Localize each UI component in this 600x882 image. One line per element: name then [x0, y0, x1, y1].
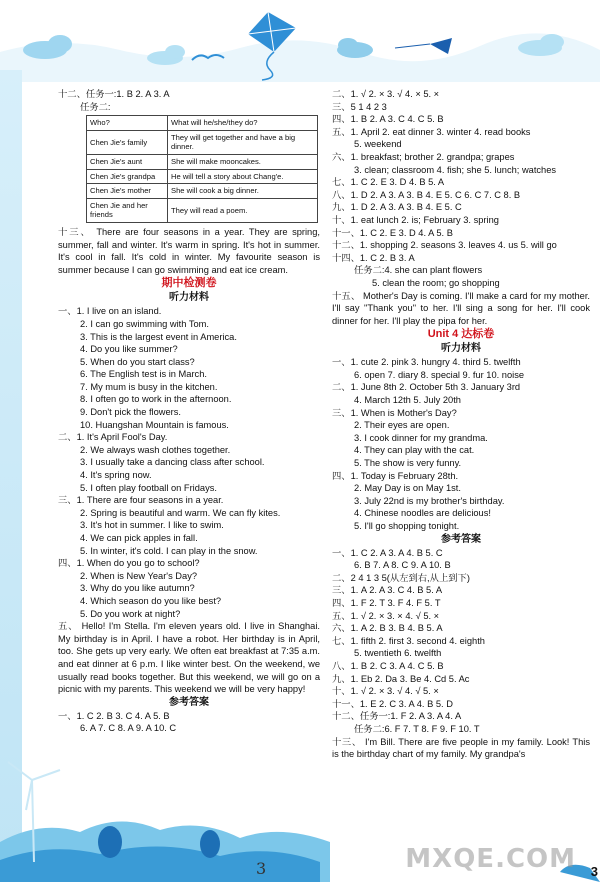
list-item: 2. Spring is beautiful and warm. We can fly kites. [80, 507, 281, 518]
subsection-title: 听力材料 [441, 343, 481, 355]
table-cell: She will cook a big dinner. [168, 184, 318, 199]
table-row [87, 154, 318, 169]
table-row [87, 130, 318, 154]
list-item: 2. We always wash clothes together. [80, 444, 231, 455]
list-item: 四、1. When do you go to school? [58, 558, 200, 569]
table-header-row [87, 116, 318, 131]
table-row [87, 169, 318, 184]
table-cell: He will tell a story about Chang'e. [168, 169, 318, 184]
answer-line: 十、1. eat lunch 2. is; February 3. spring [332, 214, 499, 225]
table-cell: They will get together and have a big dinner. [168, 130, 318, 154]
answer-line: 任务二:6. F 7. T 8. F 9. F 10. T [354, 723, 480, 734]
answer-line: 6. A 7. C 8. A 9. A 10. C [80, 723, 177, 734]
list-item: 5. I often play football on Fridays. [80, 482, 217, 493]
table-header-cell: Who? [87, 116, 168, 131]
answer-line: 六、1. A 2. B 3. B 4. B 5. A [332, 623, 443, 634]
list-item: 二、1. It's April Fool's Day. [58, 432, 168, 443]
table-cell: They will read a poem. [168, 198, 318, 222]
answer-line: 八、1. D 2. A 3. A 3. B 4. E 5. C 6. C 7. C 8. B [332, 189, 521, 200]
list-item: 4. They can play with the cat. [354, 445, 475, 456]
answer-line: 5. twentieth 6. twelfth [354, 648, 442, 659]
task-label: 任务二: [80, 101, 111, 112]
answer-line: 七、1. fifth 2. first 3. second 4. eighth [332, 635, 485, 646]
answer-line: 一、1. C 2. A 3. A 4. B 5. C [332, 547, 443, 558]
section-title: Unit 4 达标卷 [427, 328, 495, 341]
paragraph-text: There are four seasons in a year. They are spring, summer, fall and winter. It's warm in spring. It's hot in summer. It's cool in fall. It's cold in winter. My favourite season is summer because I can go swimming and eat ice cream. [58, 226, 320, 275]
section-title: 期中检测卷 [161, 277, 217, 290]
answer-line: 十二、1. shopping 2. seasons 3. leaves 4. us 5. will go [332, 240, 557, 251]
list-item: 5. When do you start class? [80, 356, 195, 367]
subsection-title: 参考答案 [441, 533, 481, 545]
answer-line: 九、1. D 2. A 3. A 3. B 4. E 5. C [332, 202, 462, 213]
question-label: 十三、 [58, 226, 92, 237]
list-item: 4. Do you like summer? [80, 344, 178, 355]
table-header-cell: What will he/she/they do? [168, 116, 318, 131]
answer-line: 四、1. F 2. T 3. F 4. F 5. T [332, 597, 441, 608]
question-label: 五、 [58, 621, 79, 632]
list-item: 二、1. June 8th 2. October 5th 3. January 3rd [332, 382, 521, 393]
header-decoration [0, 0, 600, 82]
list-item: 三、1. When is Mother's Day? [332, 407, 457, 418]
subsection-title: 听力材料 [169, 292, 209, 304]
answer-line: 十一、1. E 2. C 3. A 4. B 5. D [332, 698, 453, 709]
subsection-title: 参考答案 [169, 696, 209, 708]
answer-line: 6. B 7. A 8. C 9. A 10. B [354, 560, 451, 571]
question-label: 十五、 [332, 290, 361, 301]
list-item: 4. Which season do you like best? [80, 595, 222, 606]
list-item: 一、1. I live on an island. [58, 306, 162, 317]
question-label: 十三、 [332, 736, 362, 747]
list-item: 7. My mum is busy in the kitchen. [80, 381, 218, 392]
answer-line: 五、1. √ 2. × 3. × 4. √ 5. × [332, 610, 440, 621]
list-item: 5. Do you work at night? [80, 608, 181, 619]
page-number: 3 [590, 864, 598, 879]
paragraph-text: Hello! I'm Stella. I'm eleven years old. I live in Shanghai. My birthday is in April. I have a robot. Her birthday is in April, too. She gets up very early. We often eat breakfast at 7:35 a.m. and eat dinner at 6 p.m. I like winter best. On the weekend, we usually read books together. But this weekend, we will go on a picnic with my parents. This weekend we will be very happy! [58, 621, 320, 695]
list-item: 2. When is New Year's Day? [80, 570, 198, 581]
watermark: MXQE.COM [405, 844, 576, 874]
list-item: 一、1. cute 2. pink 3. hungry 4. third 5. twelfth [332, 357, 521, 368]
task-table [86, 115, 318, 223]
list-item: 4. Chinese noodles are delicious! [354, 508, 491, 519]
list-item: 三、1. There are four seasons in a year. [58, 495, 224, 506]
table-cell: She will make mooncakes. [168, 154, 318, 169]
answer-line: 三、1. A 2. A 3. C 4. B 5. A [332, 585, 443, 596]
answer-line: 十二、任务一:1. B 2. A 3. A [58, 89, 170, 99]
table-cell: Chen Jie's grandpa [87, 169, 168, 184]
answer-line: 任务二:4. she can plant flowers [354, 265, 483, 276]
paragraph [332, 290, 590, 328]
list-item: 4. March 12th 5. July 20th [354, 395, 461, 406]
page-mark: 3 [256, 859, 267, 878]
list-item: 2. Their eyes are open. [354, 420, 450, 431]
list-item: 10. Huangshan Mountain is famous. [80, 419, 229, 430]
answer-line: 九、1. Eb 2. Da 3. Be 4. Cd 5. Ac [332, 673, 470, 684]
list-item: 四、1. Today is February 28th. [332, 470, 459, 481]
list-item: 3. It's hot in summer. I like to swim. [80, 520, 224, 531]
right-column [332, 88, 590, 761]
list-item: 3. Why do you like autumn? [80, 583, 195, 594]
answer-line: 十、1. √ 2. × 3. √ 4. √ 5. × [332, 686, 439, 697]
table-cell: Chen Jie and her friends [87, 198, 168, 222]
answer-line: 二、2 4 1 3 5(从左到右,从上到下) [332, 572, 470, 583]
answer-line: 3. clean; classroom 4. fish; she 5. lunch; watches [354, 164, 557, 175]
answer-line: 六、1. breakfast; brother 2. grandpa; grapes [332, 151, 515, 162]
paragraph [58, 226, 320, 276]
list-item: 9. Don't pick the flowers. [80, 407, 181, 418]
answer-line: 十四、1. C 2. B 3. A [332, 252, 415, 263]
answer-line: 5. weekend [354, 139, 402, 150]
list-item: 4. We can pick apples in fall. [80, 533, 198, 543]
left-column [58, 88, 320, 735]
list-item: 6. The English test is in March. [80, 369, 207, 380]
paragraph-text: Mother's Day is coming. I'll make a card for my mother. I'll say "Thank you" to her. I'll sing a song for her. I'll cook dinner for her. I'll play the pipa for her. [332, 290, 590, 326]
list-item: 3. This is the largest event in America. [80, 331, 237, 342]
answer-line: 十一、1. C 2. E 3. D 4. A 5. B [332, 227, 453, 238]
list-item: 4. It's spring now. [80, 470, 152, 481]
answer-line: 5. clean the room; go shopping [372, 277, 500, 288]
list-item: 6. open 7. diary 8. special 9. fur 10. noise [354, 369, 525, 380]
list-item: 5. In winter, it's cold. I can play in the snow. [80, 545, 258, 556]
table-row [87, 184, 318, 199]
answer-line: 三、5 1 4 2 3 [332, 101, 387, 112]
list-item: 3. July 22nd is my brother's birthday. [354, 495, 505, 506]
answer-line: 八、1. B 2. C 3. A 4. C 5. B [332, 660, 444, 671]
table-cell: Chen Jie's aunt [87, 154, 168, 169]
paragraph [58, 620, 320, 696]
paragraph [332, 736, 590, 761]
list-item: 2. May Day is on May 1st. [354, 483, 461, 494]
list-item: 5. The show is very funny. [354, 458, 462, 469]
list-item: 3. I cook dinner for my grandma. [354, 432, 488, 443]
answer-line: 二、1. √ 2. × 3. √ 4. × 5. × [332, 89, 440, 99]
list-item: 5. I'll go shopping tonight. [354, 521, 460, 531]
answer-line: 十二、任务一:1. F 2. A 3. A 4. A [332, 711, 462, 722]
answer-line: 五、1. April 2. eat dinner 3. winter 4. read books [332, 126, 531, 137]
paragraph-text: I'm Bill. There are five people in my family. Look! This is the birthday chart of my family. My grandpa's [332, 736, 590, 760]
table-cell: Chen Jie's family [87, 130, 168, 154]
list-item: 8. I often go to work in the afternoon. [80, 394, 232, 405]
answer-line: 一、1. C 2. B 3. C 4. A 5. B [58, 710, 170, 721]
answer-line: 七、1. C 2. E 3. D 4. B 5. A [332, 177, 445, 188]
answer-line: 四、1. B 2. A 3. C 4. C 5. B [332, 114, 444, 125]
list-item: 3. I usually take a dancing class after school. [80, 457, 265, 468]
table-cell: Chen Jie's mother [87, 184, 168, 199]
list-item: 2. I can go swimming with Tom. [80, 318, 209, 329]
table-row [87, 198, 318, 222]
